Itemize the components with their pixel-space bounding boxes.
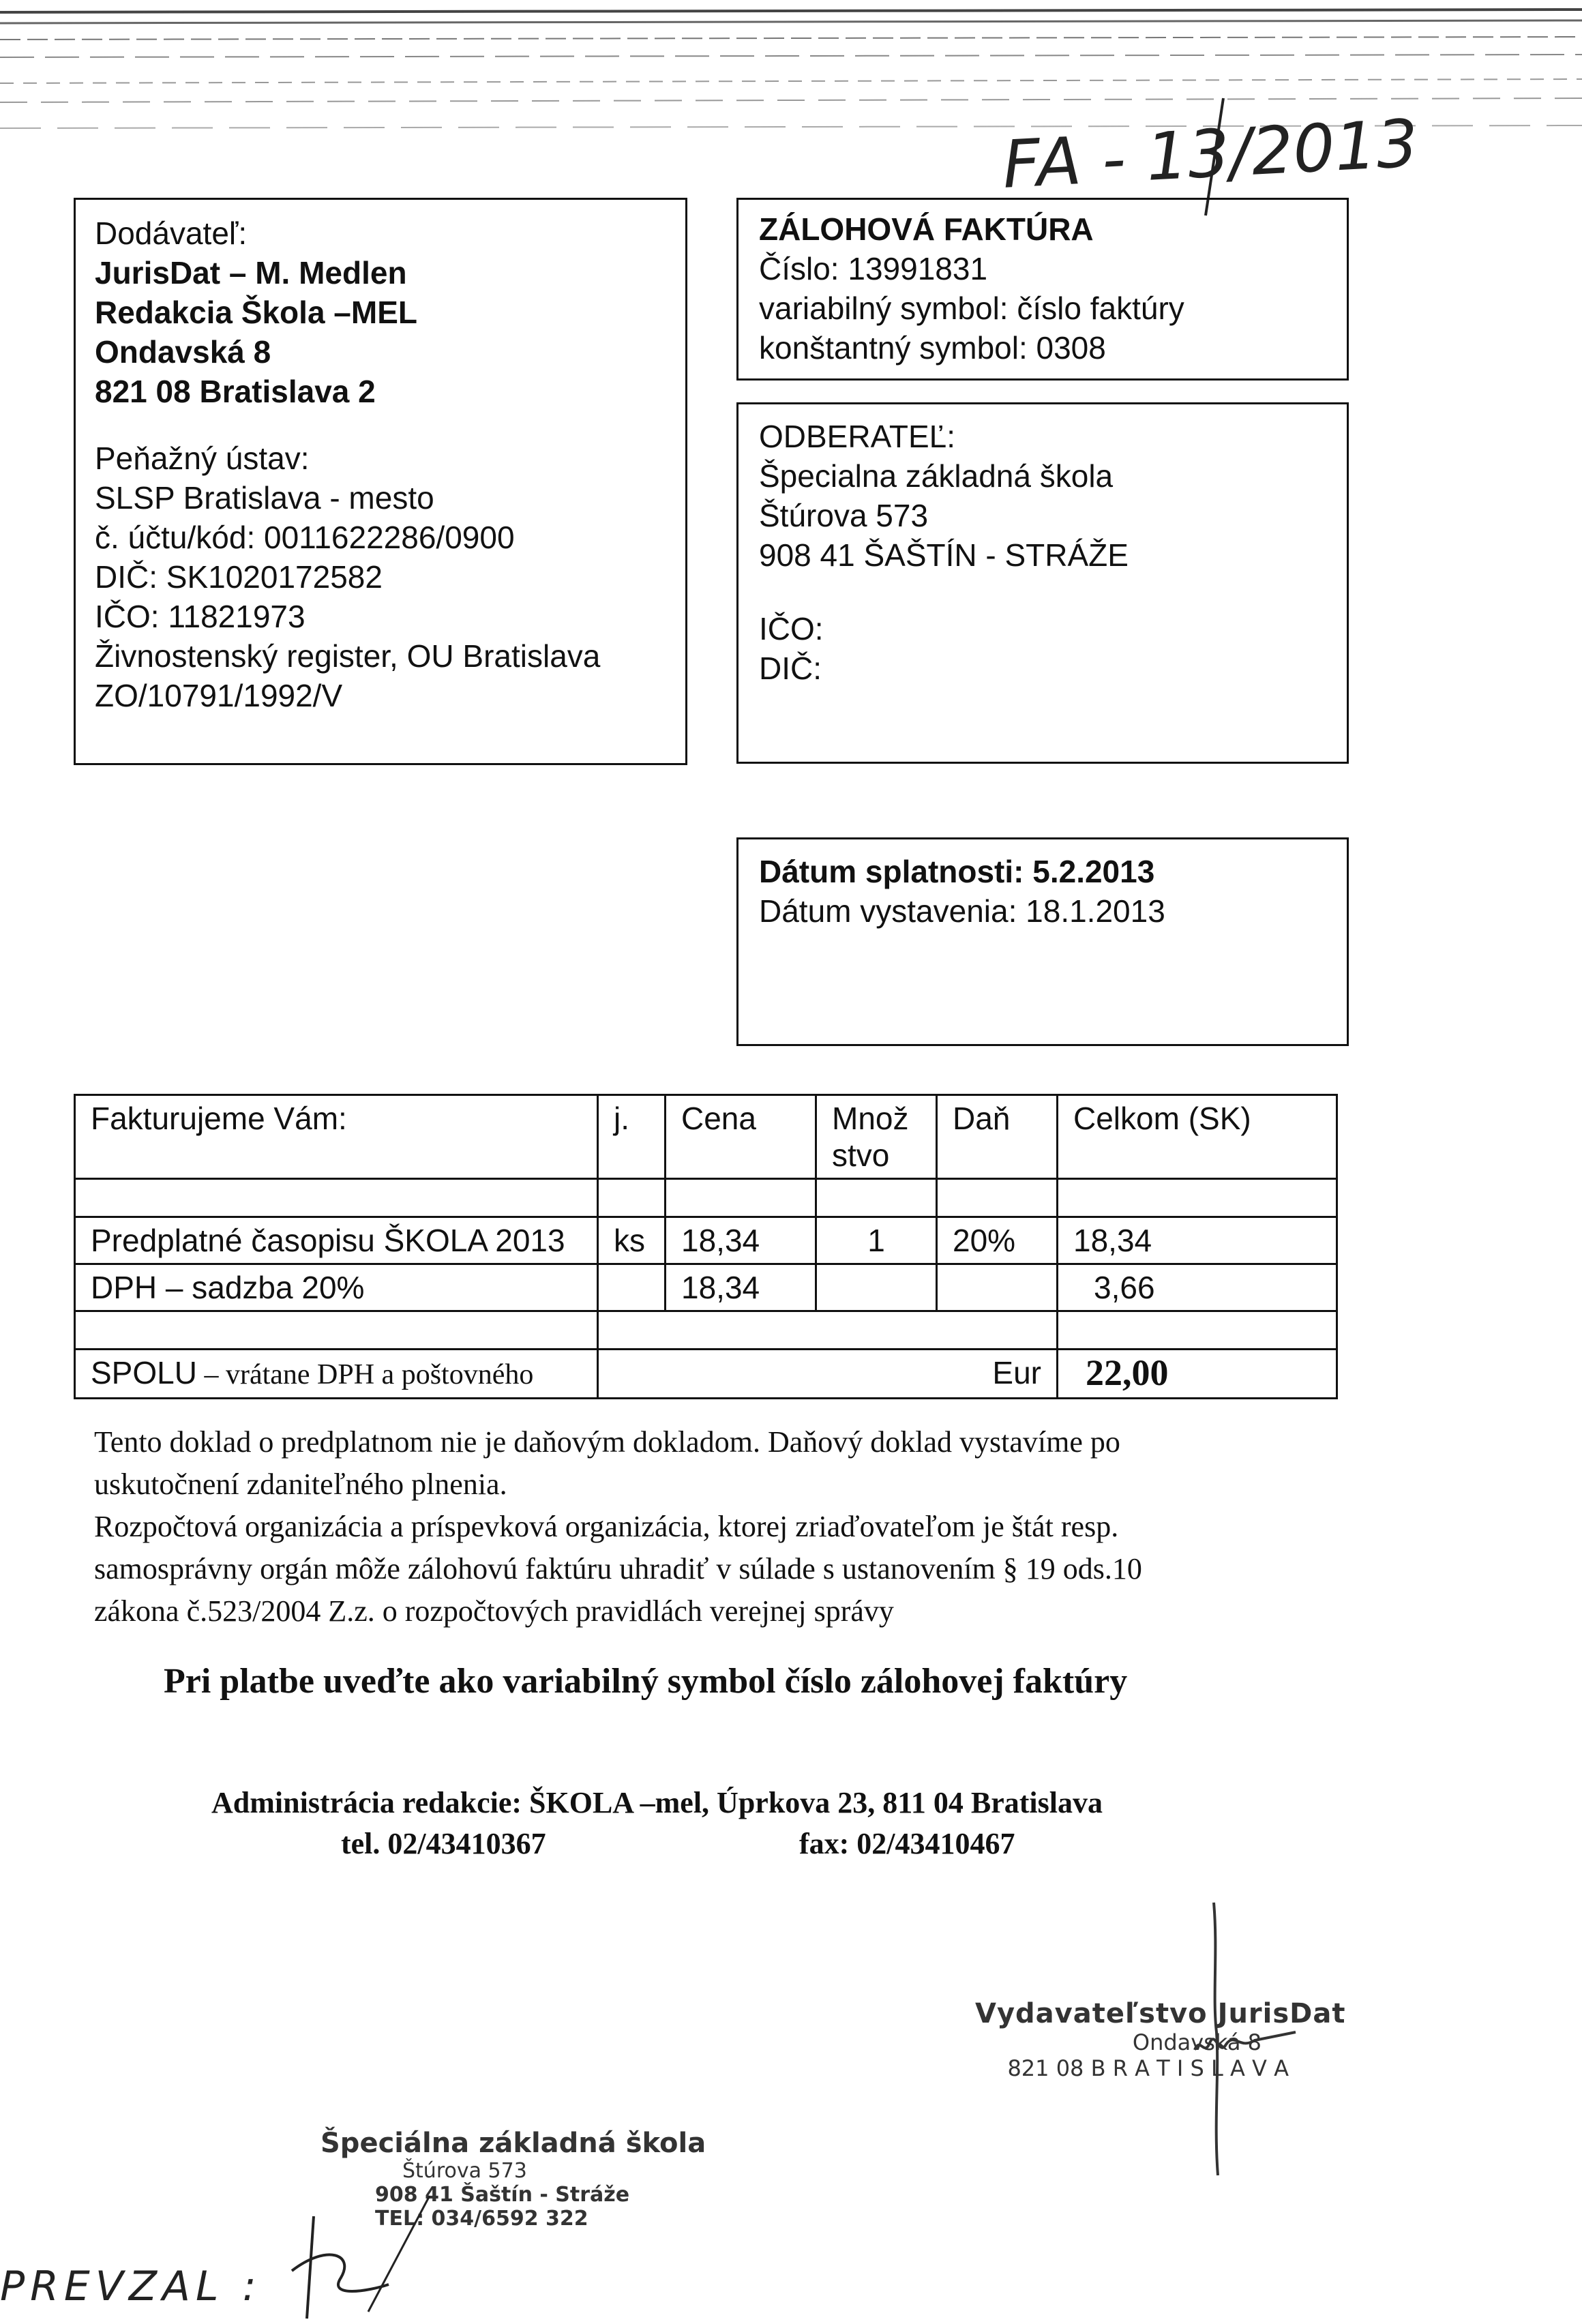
constant-symbol: konštantný symbol: 0308 <box>759 330 1106 366</box>
header-unit: j. <box>598 1095 666 1179</box>
stamp-publisher-name: Vydavateľstvo JurisDat <box>975 1998 1346 2029</box>
trade-register: Živnostenský register, OU Bratislava <box>95 638 601 674</box>
header-description: Fakturujeme Vám: <box>75 1095 598 1179</box>
row-price: 18,34 <box>666 1264 816 1311</box>
stamp-publisher-city: 821 08 B R A T I S L A V A <box>1007 2055 1289 2081</box>
total-label-rest: – vrátane DPH a poštovného <box>196 1359 534 1390</box>
note-line: Tento doklad o predplatnom nie je daňovým dokladom. Daňový doklad vystavíme po <box>94 1425 1120 1459</box>
table-empty-row <box>75 1179 1337 1217</box>
total-label <box>75 1350 598 1399</box>
received-note: PREVZAL : <box>0 2263 262 2310</box>
invoice-title: ZÁLOHOVÁ FAKTÚRA <box>759 211 1094 247</box>
customer-ico: IČO: <box>759 611 824 646</box>
row-tax: 20% <box>937 1217 1058 1264</box>
stamp-school-phone: TEL: 034/6592 322 <box>375 2207 588 2231</box>
empty-cell <box>1058 1179 1337 1217</box>
supplier-name: JurisDat – M. Medlen <box>95 255 407 290</box>
header-tax: Daň <box>937 1095 1058 1179</box>
payment-instruction: Pri platbe uveďte ako variabilný symbol číslo zálohovej faktúry <box>164 1662 1128 1701</box>
variable-symbol: variabilný symbol: číslo faktúry <box>759 290 1184 326</box>
supplier-label: Dodávateľ: <box>95 215 248 251</box>
row-unit: ks <box>598 1217 666 1264</box>
table-spacer-row <box>75 1311 1337 1350</box>
row-total: 18,34 <box>1058 1217 1337 1264</box>
supplier-box <box>74 198 687 765</box>
supplier-city: 821 08 Bratislava 2 <box>95 374 376 409</box>
empty-cell <box>666 1179 816 1217</box>
customer-label: ODBERATEĽ: <box>759 419 955 454</box>
empty-cell <box>598 1179 666 1217</box>
stamp-school-street: Štúrova 573 <box>402 2159 527 2183</box>
row-total: 3,66 <box>1058 1264 1337 1311</box>
stamp-school-name: Špeciálna základná škola <box>320 2128 706 2159</box>
bank-account: č. účtu/kód: 0011622286/0900 <box>95 520 515 555</box>
register-number: ZO/10791/1992/V <box>95 678 343 713</box>
supplier-dic: DIČ: SK1020172582 <box>95 559 383 595</box>
customer-city: 908 41 ŠAŠTÍN - STRÁŽE <box>759 537 1129 573</box>
admin-address: Administrácia redakcie: ŠKOLA –mel, Úprkova 23, 811 04 Bratislava <box>211 1786 1103 1819</box>
customer-dic: DIČ: <box>759 651 822 686</box>
total-amount: 22,00 <box>1058 1350 1337 1399</box>
total-label-main: SPOLU <box>91 1355 197 1390</box>
header-quantity: Množ stvo <box>816 1095 937 1179</box>
bank-label: Peňažný ústav: <box>95 441 310 476</box>
handwritten-reference: FA - 13/2013 <box>1000 105 1420 203</box>
admin-tel: tel. 02/43410367 <box>341 1827 546 1860</box>
table-row <box>75 1264 1337 1311</box>
issue-date: Dátum vystavenia: 18.1.2013 <box>759 893 1165 929</box>
note-line: uskutočnení zdaniteľného plnenia. <box>94 1468 507 1501</box>
invoice-table <box>74 1094 1338 1399</box>
empty-cell <box>598 1311 1058 1350</box>
table-row <box>75 1217 1337 1264</box>
empty-cell <box>937 1179 1058 1217</box>
dates-box <box>736 837 1349 1046</box>
empty-cell <box>75 1311 598 1350</box>
header-total: Celkom (SK) <box>1058 1095 1337 1179</box>
row-tax <box>937 1264 1058 1311</box>
bank-name: SLSP Bratislava - mesto <box>95 480 434 516</box>
customer-street: Štúrova 573 <box>759 498 929 533</box>
header-price: Cena <box>666 1095 816 1179</box>
note-line: Rozpočtová organizácia a príspevková organizácia, ktorej zriaďovateľom je štát resp. <box>94 1510 1119 1543</box>
row-description: Predplatné časopisu ŠKOLA 2013 <box>75 1217 598 1264</box>
total-currency: Eur <box>598 1350 1058 1399</box>
table-header-row <box>75 1095 1337 1179</box>
received-signature <box>286 2189 436 2324</box>
invoice-info-box <box>736 198 1349 381</box>
admin-fax: fax: 02/43410467 <box>799 1827 1015 1860</box>
row-description: DPH – sadzba 20% <box>75 1264 598 1311</box>
supplier-editorial: Redakcia Škola –MEL <box>95 295 417 330</box>
empty-cell <box>816 1179 937 1217</box>
customer-box <box>736 402 1349 764</box>
due-date: Dátum splatnosti: 5.2.2013 <box>759 854 1155 889</box>
invoice-number: Číslo: 13991831 <box>759 251 988 286</box>
publisher-signature <box>1159 1896 1337 2182</box>
empty-cell <box>75 1179 598 1217</box>
note-line: zákona č.523/2004 Z.z. o rozpočtových pravidlách verejnej správy <box>94 1594 894 1628</box>
row-quantity <box>816 1264 937 1311</box>
empty-cell <box>1058 1311 1337 1350</box>
customer-name: Špecialna základná škola <box>759 458 1114 494</box>
stamp-school-city: 908 41 Šaštín - Stráže <box>375 2183 630 2207</box>
table-total-row <box>75 1350 1337 1399</box>
row-quantity: 1 <box>816 1217 937 1264</box>
row-unit <box>598 1264 666 1311</box>
row-price: 18,34 <box>666 1217 816 1264</box>
note-line: samosprávny orgán môže zálohovú faktúru uhradiť v súlade s ustanovením § 19 ods.10 <box>94 1552 1142 1585</box>
notes-paragraph <box>94 1421 1390 1633</box>
supplier-ico: IČO: 11821973 <box>95 599 305 634</box>
supplier-street: Ondavská 8 <box>95 334 271 370</box>
stamp-publisher-street: Ondavská 8 <box>1132 2029 1262 2055</box>
